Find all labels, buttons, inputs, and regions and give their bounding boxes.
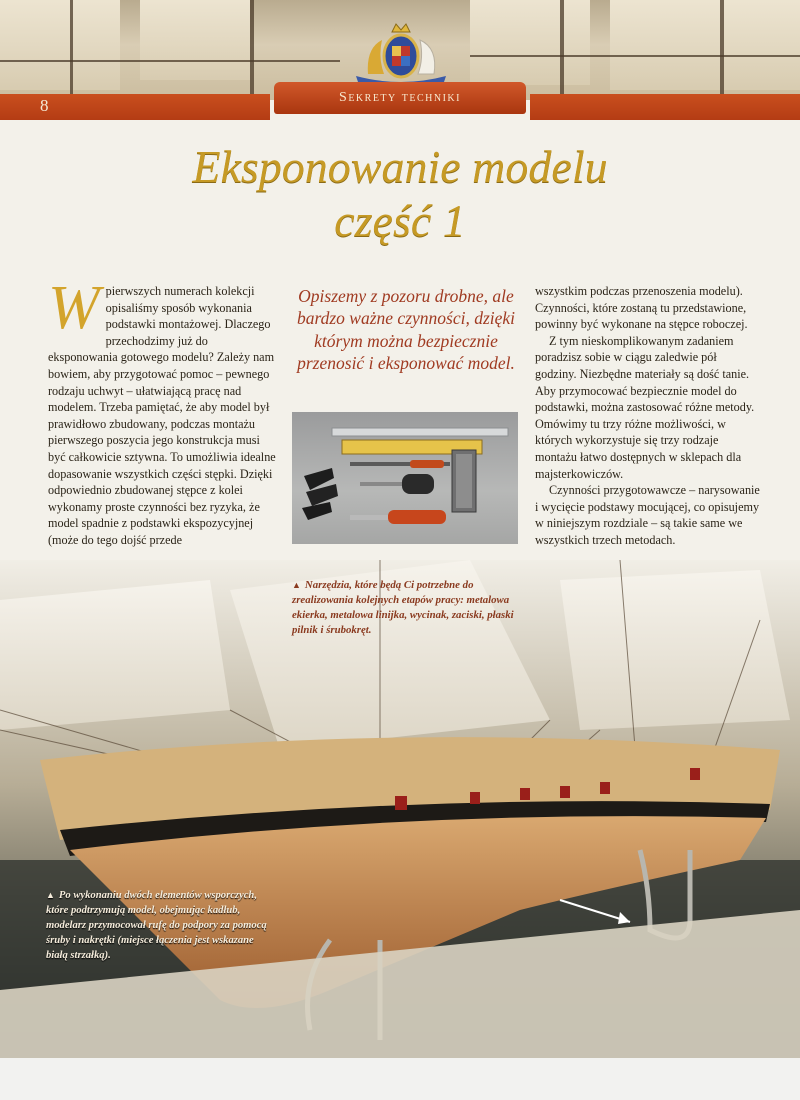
header-bar-right <box>530 94 800 120</box>
ship-caption <box>46 888 278 963</box>
title-line-2: część 1 <box>334 195 466 246</box>
tools-caption-text: Narzędzia, które będą Ci potrzebne do zrealizowania kolejnych etapów pracy: metalowa ekierka, metalowa linijka, wycinak, zaciski, płaski pilnik i śrubokręt. <box>292 579 514 636</box>
right-paragraph-2: Z tym nieskomplikowanym zadaniem poradzisz sobie w ciągu zaledwie pół godziny. Niezbędne materiały są dość tanie. Aby przymocować bezpiecznie model do podstawki, można zastosować różne metody. Omówimy tu trzy różne możliwości, w których wykorzystuje się trzy rodzaje montażu łatwo dostępnych w sklepach dla majsterkowiczów. <box>535 333 755 481</box>
right-column <box>535 283 760 549</box>
page-number: 8 <box>40 96 49 115</box>
right-paragraph-3: Czynności przygotowawcze – narysowanie i wycięcie podstawy mocującej, co opisujemy w niniejszym rozdziale – są takie same we wszystkich trzech metodach. <box>535 483 760 547</box>
left-column <box>48 274 280 549</box>
right-paragraph-1: wszystkim podczas przenoszenia modelu). Czynności, które zostaną tu przedstawione, powinny być wykonane na stępce roboczej. <box>535 284 748 332</box>
triangle-marker-icon: ▲ <box>292 580 301 590</box>
section-label: Sekrety techniki <box>339 90 461 105</box>
ship-caption-text: Po wykonaniu dwóch elementów wsporczych, które podtrzymują model, obejmując kadłub, modelarz przymocował rufę do podpory za pomocą śruby i nakrętki (miejsce łączenia jest wskazane białą strzałką). <box>46 890 267 961</box>
left-paragraph-text: pierwszych numerach kolekcji opisaliśmy sposób wykonania podstawki montażowej. Dlaczego przechodzimy już do eksponowania gotowego modelu? Zależy nam bowiem, aby przygotować pomoc – pewnego rodzaju uchwyt – ułatwiającą pracę nad modelem. Trzeba pamiętać, że aby model był prawidłowo zbudowany, podczas montażu pierwszego poszycia jego konstrukcja musi być całkowicie sztywna. To umożliwia idealne dopasowanie wszystkich części stępki. Dzięki odpowiednio zbudowanej stępce z kolei wykonamy proste czynności bez ryzyka, że model spadnie z podstawki ekspozycyjnej (może do tego dojść przede <box>48 284 276 547</box>
pull-quote: Opiszemy z pozoru drobne, ale bardzo ważne czynności, dzięki którym można bezpiecznie przenosić i eksponować model. <box>296 286 516 374</box>
royal-crest-icon <box>348 18 454 84</box>
tools-caption <box>292 578 514 638</box>
page-bottom-margin <box>0 1058 800 1100</box>
tools-photo <box>292 412 518 544</box>
article-title <box>130 140 670 248</box>
drop-cap: W <box>48 274 100 342</box>
title-line-1: Eksponowanie modelu <box>192 141 608 192</box>
section-tab <box>274 82 526 114</box>
triangle-marker-icon: ▲ <box>46 890 55 900</box>
left-paragraph <box>48 274 280 549</box>
